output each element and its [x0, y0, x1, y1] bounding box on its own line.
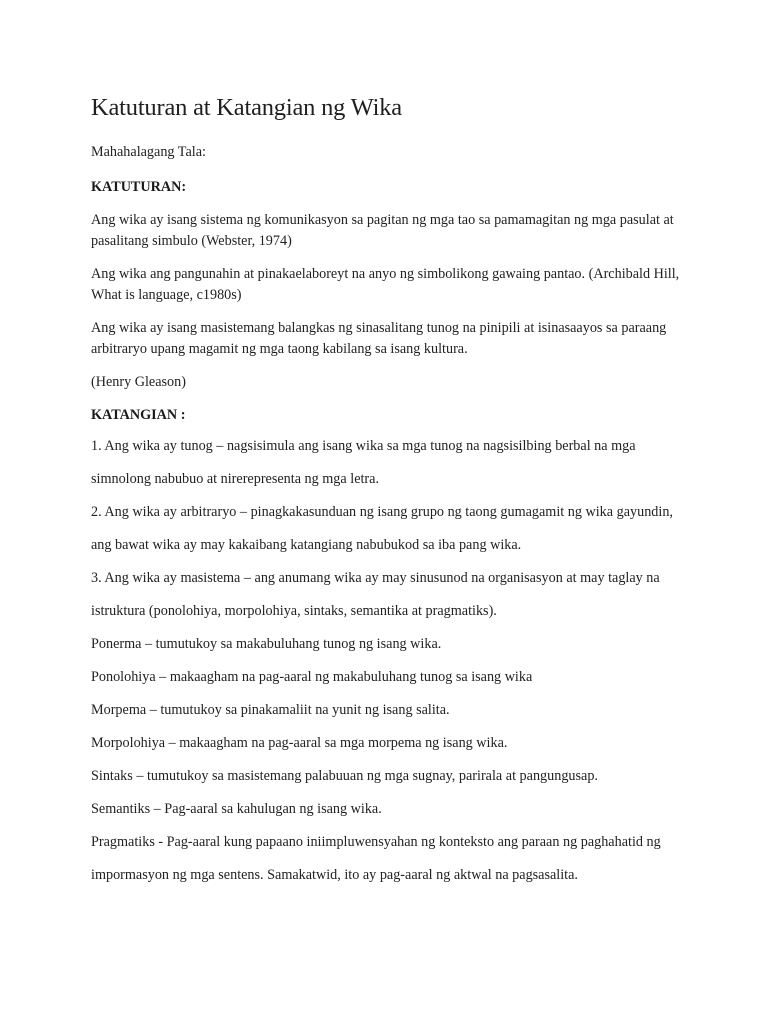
- term-pragmatiks: Pragmatiks - Pag-aaral kung papaano iniimpluwensyahan ng konteksto ang paraan ng paghahatid ng impormasyon ng mga sentens. Samakatwid, ito ay pag-aaral ng aktwal na pagsasalita.: [91, 834, 661, 883]
- definition-hill: Ang wika ang pangunahin at pinakaelaboreyt na anyo ng simbolikong gawaing pantao. (Archibald Hill, What is language, c1980s): [91, 266, 680, 303]
- term-morpolohiya: Morpolohiya – makaagham na pag-aaral sa mga morpema ng isang wika.: [91, 735, 508, 751]
- document-title: Katuturan at Katangian ng Wika: [91, 94, 402, 121]
- katangian-item-masistema: 3. Ang wika ay masistema – ang anumang wika ay may sinusunod na organisasyon at may taglay na istruktura (ponolohiya, morpolohiya, sintaks, semantika at pragmatiks).: [91, 570, 660, 619]
- term-sintaks: Sintaks – tumutukoy sa masistemang palabuuan ng mga sugnay, parirala at pangungusap.: [91, 768, 598, 784]
- katuturan-heading: KATUTURAN:: [91, 179, 187, 195]
- gleason-citation: (Henry Gleason): [91, 374, 186, 390]
- term-ponolohiya: Ponolohiya – makaagham na pag-aaral ng makabuluhang tunog sa isang wika: [91, 669, 533, 685]
- document-page: [91, 92, 691, 892]
- term-semantiks: Semantiks – Pag-aaral sa kahulugan ng isang wika.: [91, 801, 382, 817]
- term-ponerma: Ponerma – tumutukoy sa makabuluhang tunog ng isang wika.: [91, 636, 442, 652]
- definition-webster: Ang wika ay isang sistema ng komunikasyon sa pagitan ng mga tao sa pamamagitan ng mga pasulat at pasalitang simbulo (Webster, 1974): [91, 212, 674, 249]
- katangian-heading: KATANGIAN :: [91, 407, 186, 423]
- katangian-item-arbitraryo: 2. Ang wika ay arbitraryo – pinagkakasunduan ng isang grupo ng taong gumagamit ng wika gayundin, ang bawat wika ay may kakaibang katangiang nabubukod sa iba pang wika.: [91, 504, 673, 553]
- note-label: Mahahalagang Tala:: [91, 144, 206, 160]
- term-morpema: Morpema – tumutukoy sa pinakamaliit na yunit ng isang salita.: [91, 702, 450, 718]
- definition-gleason: Ang wika ay isang masistemang balangkas ng sinasalitang tunog na pinipili at isinasaayos sa paraang arbitraryo upang magamit ng mga taong kabilang sa isang kultura.: [91, 320, 667, 357]
- katangian-item-tunog: 1. Ang wika ay tunog – nagsisimula ang isang wika sa mga tunog na nagsisilbing berbal na mga simnolong nabubuo at nirerepresenta ng mga letra.: [91, 438, 636, 487]
